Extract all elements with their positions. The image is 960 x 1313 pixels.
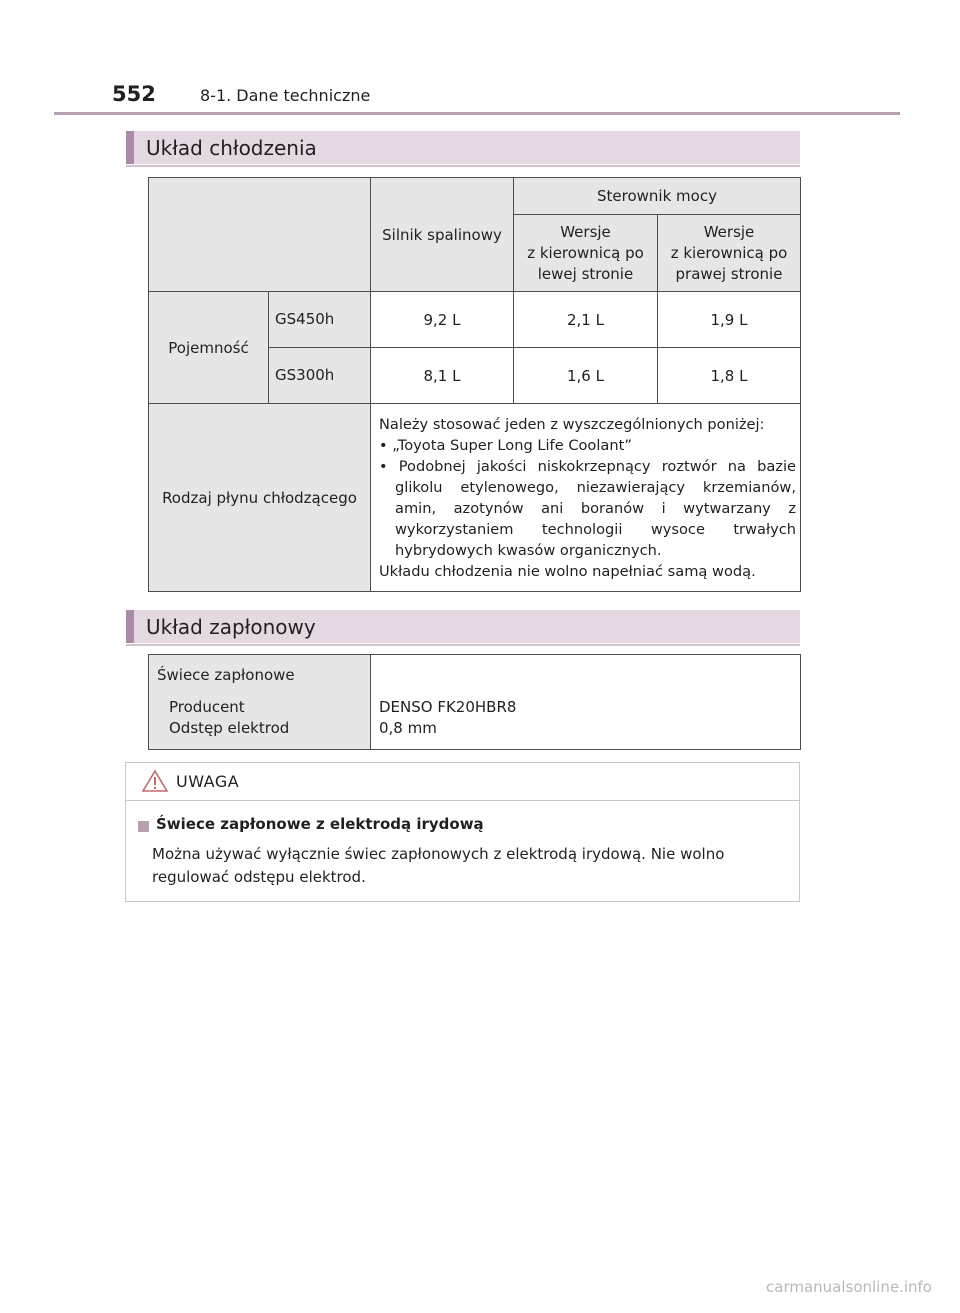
- caution-header: [126, 763, 799, 801]
- coolant-type-label: Rodzaj płynu chłodzącego: [149, 404, 371, 592]
- cooling-section-title: Układ chłodzenia: [146, 136, 317, 160]
- warning-triangle-icon: [142, 769, 168, 793]
- coolant-bullet: • Podobnej jakości niskokrzepnący roztwór na bazie glikolu etylenowego, niezawierający krzemianów, amin, azotynów ani boranów i wytwarzany z wykorzystaniem technologii wysoce trwałych hybrydowych kwasów organicznych.: [379, 457, 796, 559]
- watermark: carmanualsonline.info: [766, 1278, 932, 1296]
- spark-plug-label-cell: [149, 655, 371, 750]
- spark-plugs-label: Świece zapłonowe: [157, 666, 295, 684]
- ignition-section-title: Układ zapłonowy: [146, 615, 316, 639]
- spark-plug-value-cell: [371, 655, 801, 750]
- cooling-section-header: [126, 131, 800, 164]
- model-cell: GS300h: [269, 348, 371, 404]
- gap-label: Odstęp elektrod: [169, 719, 290, 737]
- header-power-control: Sterownik mocy: [514, 178, 801, 215]
- section-underline: [126, 644, 800, 646]
- lhd-capacity-cell: 1,6 L: [514, 348, 658, 404]
- coolant-note: Układu chłodzenia nie wolno napełniać samą wodą.: [379, 562, 756, 580]
- bullet-square-icon: [138, 821, 149, 832]
- model-cell: GS450h: [269, 292, 371, 348]
- gap-value: 0,8 mm: [379, 719, 437, 737]
- engine-capacity-cell: 9,2 L: [371, 292, 514, 348]
- coolant-type-cell: [371, 404, 801, 592]
- ignition-section-header: [126, 610, 800, 643]
- cooling-table: [148, 177, 801, 592]
- capacity-label: Pojemność: [149, 292, 269, 404]
- chapter-title: 8-1. Dane techniczne: [200, 86, 371, 105]
- header-lhd: Wersje z kierownicą po lewej stronie: [514, 215, 658, 292]
- page-number: 552: [112, 82, 156, 106]
- header-rhd: Wersje z kierownicą po prawej stronie: [658, 215, 801, 292]
- section-underline: [126, 165, 800, 167]
- rhd-capacity-cell: 1,9 L: [658, 292, 801, 348]
- caution-body: Można używać wyłącznie świec zapłonowych z elektrodą irydową. Nie wolno regulować odstępu elektrod.: [152, 845, 725, 886]
- producer-label: Producent: [169, 698, 245, 716]
- ignition-table: [148, 654, 801, 750]
- table-corner-cell: [149, 178, 371, 292]
- caution-title: Świece zapłonowe z elektrodą irydową: [156, 815, 484, 833]
- caution-label: UWAGA: [176, 772, 240, 791]
- header-rule: [54, 112, 900, 115]
- engine-capacity-cell: 8,1 L: [371, 348, 514, 404]
- coolant-intro: Należy stosować jeden z wyszczególnionych poniżej:: [379, 415, 765, 433]
- coolant-bullet: • „Toyota Super Long Life Coolant”: [379, 436, 632, 454]
- lhd-capacity-cell: 2,1 L: [514, 292, 658, 348]
- rhd-capacity-cell: 1,8 L: [658, 348, 801, 404]
- caution-box: [125, 762, 800, 902]
- producer-value: DENSO FK20HBR8: [379, 698, 517, 716]
- header-engine: Silnik spalinowy: [371, 178, 514, 292]
